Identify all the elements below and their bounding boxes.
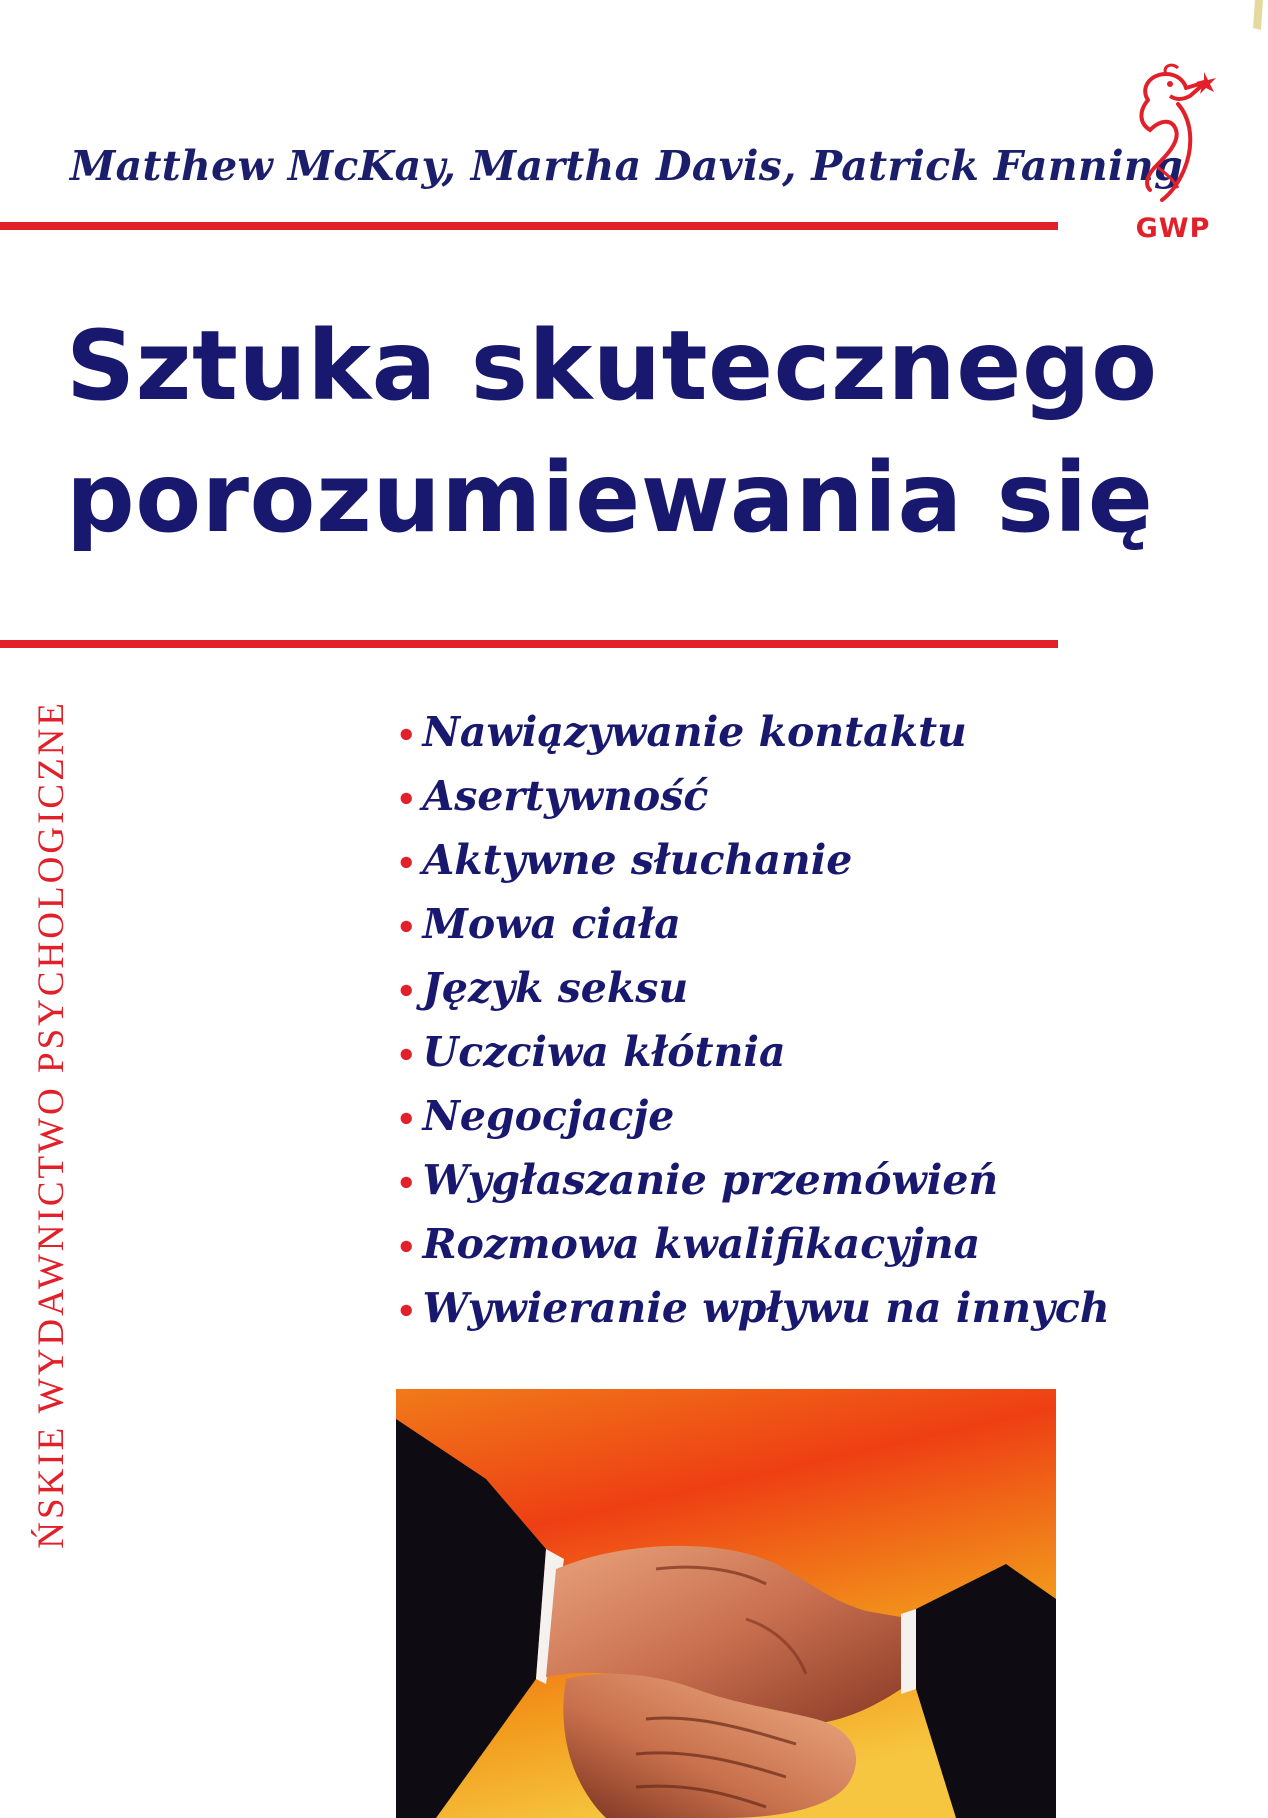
- list-item: [396, 1276, 1256, 1340]
- topic-list: [396, 700, 1256, 1340]
- topic-label: Wygłaszanie przemówień: [422, 1156, 999, 1204]
- authors: Matthew McKay, Martha Davis, Patrick Fanning: [70, 142, 1183, 190]
- topic-label: Wywieranie wpływu na innych: [422, 1284, 1110, 1332]
- bullet-icon: •: [396, 1292, 417, 1330]
- bullet-icon: •: [396, 1036, 417, 1074]
- list-item: [396, 956, 1256, 1020]
- list-item: [396, 1020, 1256, 1084]
- bullet-icon: •: [396, 1100, 417, 1138]
- top-red-rule: [0, 222, 1058, 230]
- topic-label: Nawiązywanie kontaktu: [422, 708, 967, 756]
- topic-label: Język seksu: [422, 964, 689, 1012]
- topic-label: Aktywne słuchanie: [422, 836, 853, 884]
- list-item: [396, 892, 1256, 956]
- title-line: porozumiewania się: [66, 442, 1154, 554]
- topic-label: Asertywność: [422, 772, 709, 820]
- topic-label: Rozmowa kwalifikacyjna: [422, 1220, 981, 1268]
- bullet-icon: •: [396, 908, 417, 946]
- list-item: [396, 1148, 1256, 1212]
- topic-label: Mowa ciała: [422, 900, 681, 948]
- bullet-icon: •: [396, 972, 417, 1010]
- handshake-photo: [396, 1389, 1056, 1818]
- scan-edge-mark: [1245, 0, 1268, 30]
- topic-label: Uczciwa kłótnia: [422, 1028, 786, 1076]
- list-item: [396, 828, 1256, 892]
- list-item: [396, 1084, 1256, 1148]
- bullet-icon: •: [396, 1228, 417, 1266]
- bullet-icon: •: [396, 1164, 417, 1202]
- title-line: Sztuka skutecznego: [66, 310, 1158, 422]
- spine-publisher-name: ŃSKIE WYDAWNICTWO PSYCHOLOGICZNE: [31, 700, 72, 1549]
- list-item: [396, 764, 1256, 828]
- bullet-icon: •: [396, 844, 417, 882]
- bottom-red-rule: [0, 640, 1058, 648]
- list-item: [396, 1212, 1256, 1276]
- topic-label: Negocjacje: [422, 1092, 675, 1140]
- bullet-icon: •: [396, 716, 417, 754]
- list-item: [396, 700, 1256, 764]
- bullet-icon: •: [396, 780, 417, 818]
- book-title: [66, 300, 1236, 564]
- publisher-logo-text: GWP: [1135, 213, 1211, 244]
